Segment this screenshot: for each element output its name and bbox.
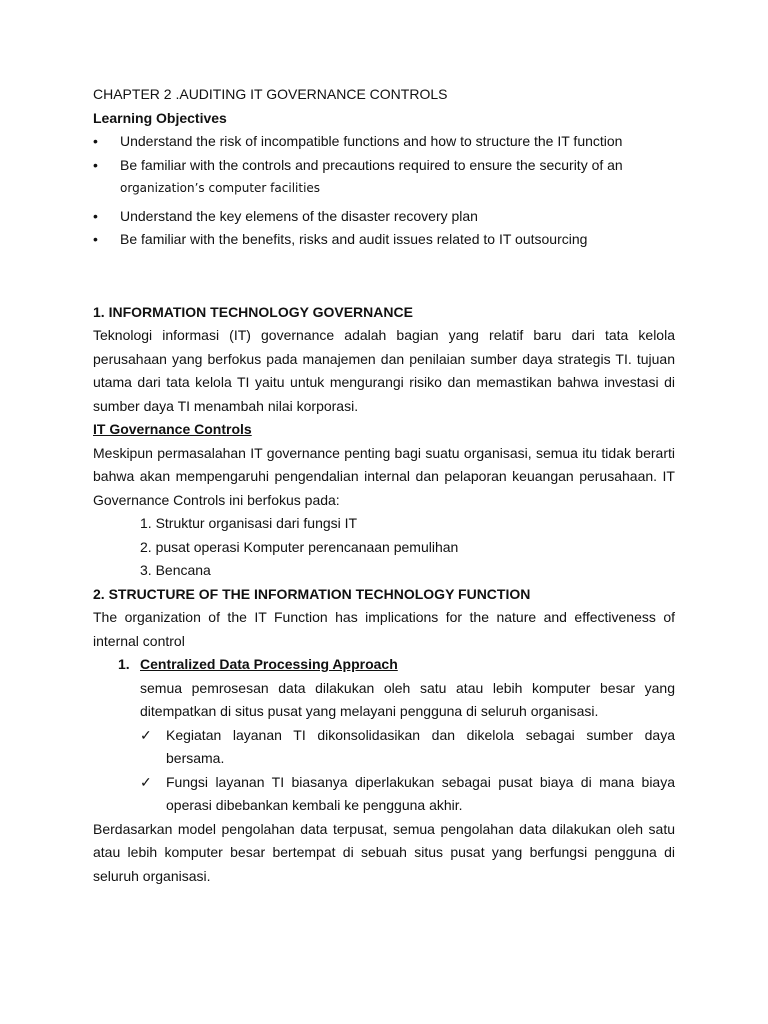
objective-item: • Understand the risk of incompatible functions and how to structure the IT function [93, 130, 675, 154]
closing-paragraph: Berdasarkan model pengolahan data terpusat, semua pengolahan data dilakukan oleh satu atau lebih komputer besar bertempat di sebuah situs pusat yang berfungsi pengguna di seluruh organisasi. [93, 820, 675, 884]
section-1-paragraph: Teknologi informasi (IT) governance adalah bagian yang relatif baru dari tata kelola perusahaan yang berfokus pada manajemen dan penilaian sumber daya strategis TI. tujuan utama dari tata kelola TI yaitu untuk mengurangi risiko dan memastikan bahwa investasi di sumber daya TI menambah nilai korporasi. [93, 327, 675, 414]
list-item: 3. Bencana [140, 562, 211, 578]
it-governance-controls-heading: IT Governance Controls [93, 421, 252, 437]
check-item-text: Kegiatan layanan TI dikonsolidasikan dan dikelola sebagai sumber daya bersama. [166, 726, 675, 766]
check-list-item [93, 724, 675, 771]
subheading-title: Centralized Data Processing Approach [140, 656, 398, 672]
spacer [93, 252, 675, 301]
list-item: 1. Struktur organisasi dari fungsi IT [140, 515, 358, 531]
subheading-number: 1. [118, 656, 130, 672]
check-list-item [93, 771, 675, 818]
list-item: 2. pusat operasi Komputer perencanaan pemulihan [140, 538, 459, 555]
objective-item-continuation: organization’s computer facilities [120, 181, 321, 195]
check-mark-icon: ✓ [140, 773, 152, 790]
section-2-paragraph: The organization of the IT Function has implications for the nature and effectiveness of internal control [93, 609, 675, 649]
governance-focus-list [93, 512, 675, 583]
section-1-heading: 1. INFORMATION TECHNOLOGY GOVERNANCE [93, 303, 413, 320]
objective-item: • Be familiar with the controls and precautions required to ensure the security of an [93, 154, 675, 178]
check-item-text: Fungsi layanan TI biasanya diperlakukan sebagai pusat biaya di mana biaya operasi dibebankan kembali ke pengguna akhir. [166, 773, 675, 813]
document-page [93, 83, 675, 888]
chapter-title: CHAPTER 2 .AUDITING IT GOVERNANCE CONTROLS [93, 86, 448, 102]
check-mark-icon: ✓ [140, 726, 152, 743]
centralized-approach-paragraph: semua pemrosesan data dilakukan oleh satu atau lebih komputer besar yang ditempatkan di situs pusat yang melayani pengguna di seluruh organisasi. [140, 679, 675, 719]
it-governance-controls-paragraph: Meskipun permasalahan IT governance penting bagi suatu organisasi, semua itu tidak berarti bahwa akan mempengaruhi pengendalian internal dan pelaporan keuangan perusahaan. IT Governance Controls ini berfokus pada: [93, 444, 675, 508]
objective-item: • Understand the key elemens of the disaster recovery plan [93, 205, 675, 229]
objective-item: • Be familiar with the benefits, risks and audit issues related to IT outsourcing [93, 228, 675, 252]
learning-objectives-list [93, 130, 675, 252]
centralized-approach-heading [93, 653, 675, 677]
section-2-heading: 2. STRUCTURE OF THE INFORMATION TECHNOLOGY FUNCTION [93, 585, 531, 602]
learning-objectives-heading: Learning Objectives [93, 109, 227, 126]
